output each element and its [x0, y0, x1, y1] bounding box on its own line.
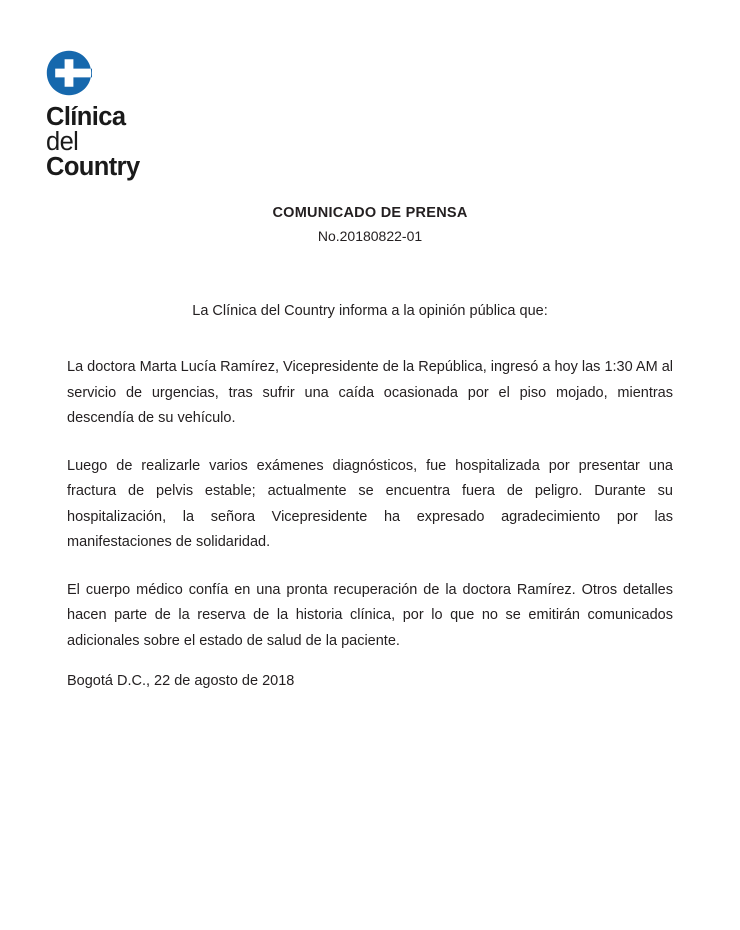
paragraph: La doctora Marta Lucía Ramírez, Vicepresidente de la República, ingresó a hoy las 1:30 AM al servicio de urgencias, tras sufrir una caída ocasionada por el piso mojado, mientras descendía de su vehículo. [67, 359, 673, 426]
document-title: COMUNICADO DE PRENSA [272, 205, 468, 221]
logo-line-clinica: Clínica [46, 103, 126, 131]
medical-cross-circle-icon [46, 50, 92, 96]
body-text [67, 355, 673, 654]
clinic-logo [46, 50, 246, 181]
logo-line-country: Country [46, 153, 140, 182]
logo-wordmark [46, 105, 246, 181]
paragraph: Luego de realizarle varios exámenes diagnósticos, fue hospitalizada por presentar una fractura de pelvis estable; actualmente se encuentra fuera de peligro. Durante su hospitalización, la señora Vicepresidente ha expresado agradecimiento por las manifestaciones de solidaridad. [67, 457, 673, 550]
signoff-location-date: Bogotá D.C., 22 de agosto de 2018 [67, 673, 295, 689]
paragraph: El cuerpo médico confía en una pronta recuperación de la doctora Ramírez. Otros detalles hacen parte de la reserva de la historia clínica, por lo que no se emitirán comunicados adicionales sobre el estado de salud de la paciente. [67, 581, 673, 649]
intro-statement: La Clínica del Country informa a la opinión pública que: [192, 303, 548, 319]
logo-line-del: del [46, 128, 79, 157]
document-number: No.20180822-01 [317, 228, 423, 244]
